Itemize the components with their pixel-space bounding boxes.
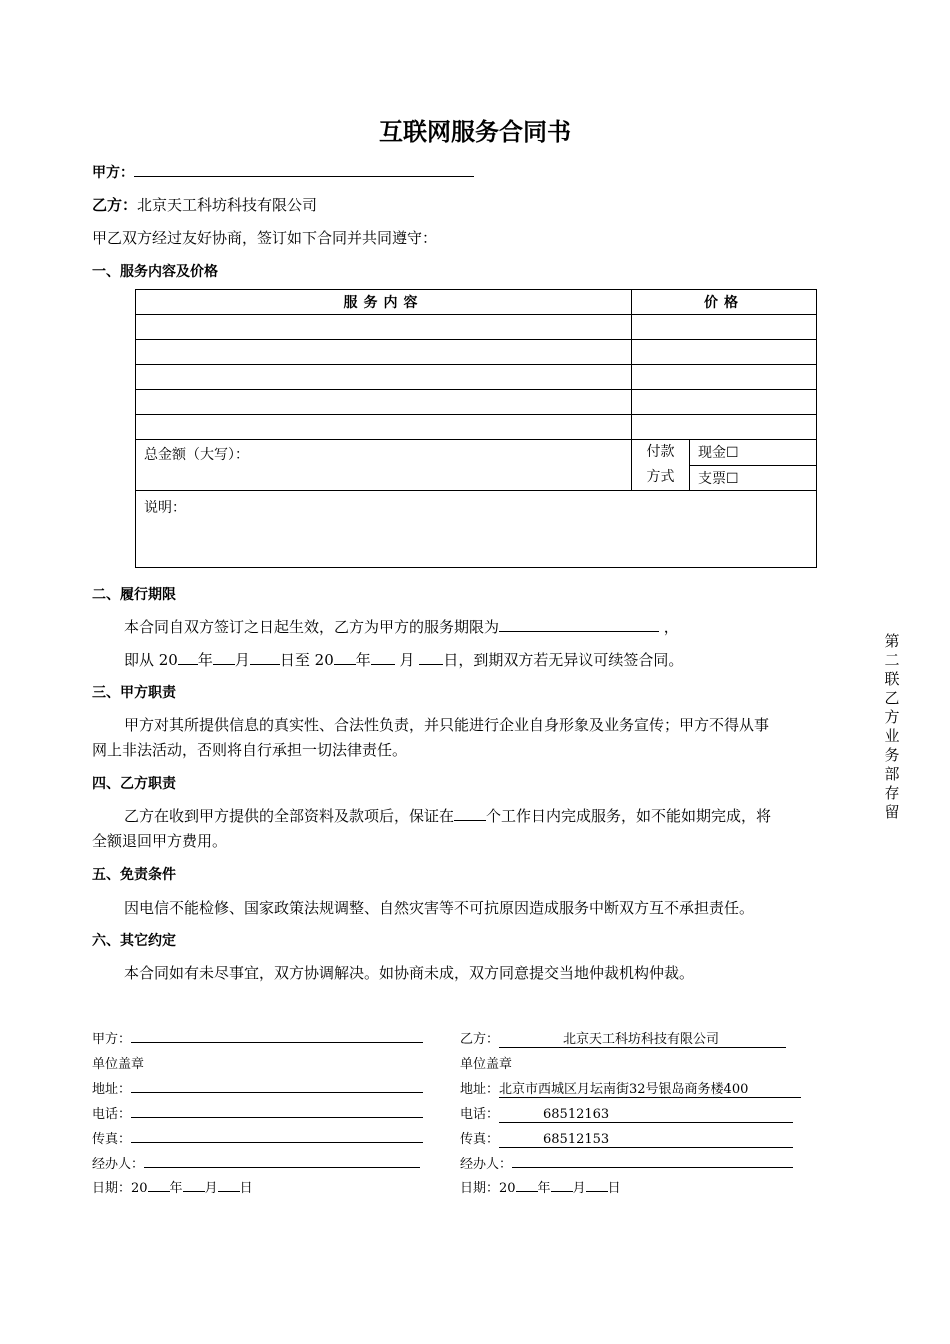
col-header-content: 服务内容 xyxy=(136,290,632,315)
party-b-line xyxy=(92,194,317,215)
note-cell[interactable]: 说明： xyxy=(136,491,817,568)
intro-text: 甲乙双方经过友好协商，签订如下合同并共同遵守： xyxy=(92,229,438,247)
table-row xyxy=(136,365,817,390)
term-line-2: 即从 20 年 月 日至 20 年 月 日，到期双方若无异议可续签合同。 xyxy=(124,651,684,669)
payment-method-label: 付款 方式 xyxy=(632,440,690,491)
party-a-line xyxy=(92,162,474,182)
term-input[interactable] xyxy=(499,617,659,632)
sign-a-seal: 单位盖章 xyxy=(92,1057,145,1072)
party-a-label: 甲方： xyxy=(92,165,134,181)
sign-a-party: 甲方： xyxy=(92,1028,423,1047)
content-cell[interactable] xyxy=(136,315,632,340)
payment-cheque-option[interactable]: 支票☐ xyxy=(690,465,817,491)
party-b-label: 乙方： xyxy=(92,196,138,214)
section-6-heading: 六、其它约定 xyxy=(92,933,176,949)
section-4-heading: 四、乙方职责 xyxy=(92,776,176,792)
sign-b-fax: 传真： 68512153 xyxy=(460,1128,793,1148)
table-row xyxy=(136,415,817,440)
note-row xyxy=(136,491,817,568)
content-cell[interactable] xyxy=(136,390,632,415)
section-1-heading: 一、服务内容及价格 xyxy=(92,264,218,280)
content-cell[interactable] xyxy=(136,340,632,365)
payment-cash-option[interactable]: 现金☐ xyxy=(690,440,817,466)
s5-text: 因电信不能检修、国家政策法规调整、自然灾害等不可抗原因造成服务中断双方互不承担责任。 xyxy=(124,899,755,917)
section-3-heading: 三、甲方职责 xyxy=(92,685,176,701)
table-header-row xyxy=(136,290,817,315)
content-cell[interactable] xyxy=(136,415,632,440)
col-header-price: 价格 xyxy=(632,290,817,315)
sign-b-agent: 经办人： xyxy=(460,1153,793,1172)
sign-b-seal: 单位盖章 xyxy=(460,1057,513,1072)
sign-a-address: 地址： xyxy=(92,1078,423,1097)
service-table xyxy=(135,289,817,568)
sign-b-phone: 电话： 68512163 xyxy=(460,1103,793,1123)
workdays-input[interactable] xyxy=(454,806,486,821)
s4-line-1: 乙方在收到甲方提供的全部资料及款项后，保证在 个工作日内完成服务，如不能如期完成，将 xyxy=(124,807,772,825)
price-cell[interactable] xyxy=(632,365,817,390)
table-row xyxy=(136,340,817,365)
sign-a-agent: 经办人： xyxy=(92,1153,420,1172)
section-5-heading: 五、免责条件 xyxy=(92,867,176,883)
party-b-name: 北京天工科坊科技有限公司 xyxy=(137,196,318,214)
content-cell[interactable] xyxy=(136,365,632,390)
price-cell[interactable] xyxy=(632,340,817,365)
sign-a-phone: 电话： xyxy=(92,1103,423,1122)
s6-text: 本合同如有未尽事宜，双方协调解决。如协商未成，双方同意提交当地仲裁机构仲裁。 xyxy=(124,964,695,982)
total-amount-cell[interactable]: 总金额（大写）： xyxy=(136,440,632,491)
price-cell[interactable] xyxy=(632,315,817,340)
party-a-input[interactable] xyxy=(134,162,474,177)
price-cell[interactable] xyxy=(632,390,817,415)
term-line-1: 本合同自双方签订之日起生效，乙方为甲方的服务期限为 ， xyxy=(124,618,679,636)
s4-line-2: 全额退回甲方费用。 xyxy=(92,832,228,850)
side-note: 第二联乙方业务部存留 xyxy=(884,632,900,821)
sign-b-party: 乙方： 北京天工科坊科技有限公司 xyxy=(460,1028,786,1048)
sign-b-date: 日期：20 年 月 日 xyxy=(460,1177,621,1196)
sign-b-address: 地址：北京市西城区月坛南街32号银岛商务楼400 xyxy=(460,1078,801,1098)
table-row xyxy=(136,315,817,340)
price-cell[interactable] xyxy=(632,415,817,440)
section-2-heading: 二、履行期限 xyxy=(92,587,176,603)
table-row xyxy=(136,390,817,415)
s3-line-1: 甲方对其所提供信息的真实性、合法性负责，并只能进行企业自身形象及业务宣传；甲方不得从事 xyxy=(124,716,770,734)
sign-a-fax: 传真： xyxy=(92,1128,423,1147)
sign-a-date: 日期：20 年 月 日 xyxy=(92,1177,253,1196)
total-row xyxy=(136,440,817,466)
s3-line-2: 网上非法活动，否则将自行承担一切法律责任。 xyxy=(92,741,408,759)
contract-title: 互联网服务合同书 xyxy=(379,118,571,146)
